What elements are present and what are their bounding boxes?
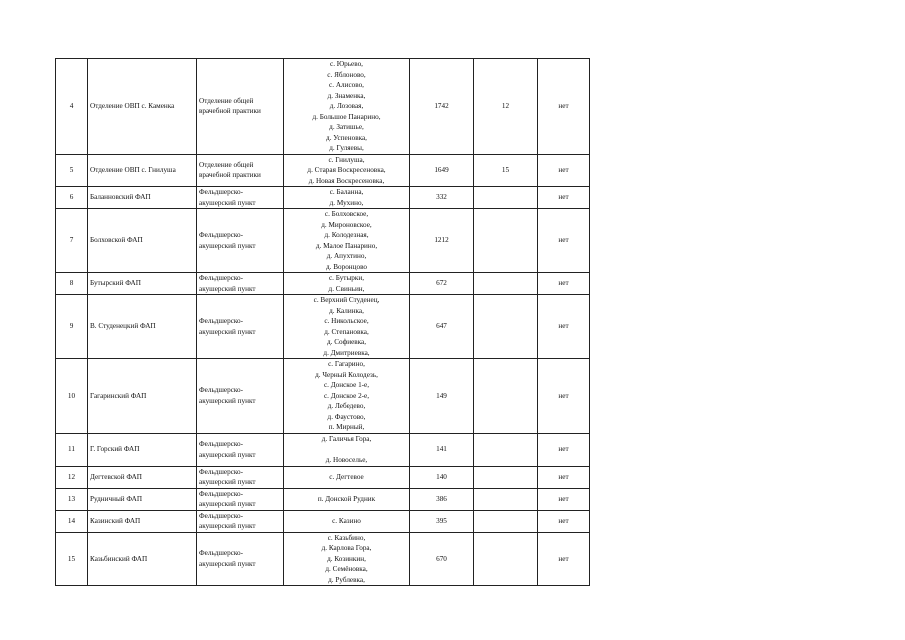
village-line: д. Степановка, xyxy=(324,327,369,336)
served-villages-cell xyxy=(284,59,410,155)
facility-type-cell xyxy=(197,273,284,295)
note-cell: нет xyxy=(538,433,590,466)
distance-cell xyxy=(474,209,538,273)
served-villages-cell xyxy=(284,295,410,359)
facility-type-cell xyxy=(197,433,284,466)
facilities-table xyxy=(55,58,590,586)
village-line: д. Мироновское, xyxy=(321,220,372,229)
village-line: д. Апухтино, xyxy=(326,252,367,260)
village-line: с. Верхний Студенец, xyxy=(313,296,380,304)
table-row xyxy=(56,295,590,359)
population-cell: 386 xyxy=(410,488,474,510)
note-cell: нет xyxy=(538,295,590,359)
village-line: д. Софиевка, xyxy=(326,338,367,346)
row-number-cell: 8 xyxy=(56,273,88,295)
facility-type-line: акушерский пункт xyxy=(199,327,256,336)
distance-cell: 15 xyxy=(474,154,538,187)
facility-name-cell: Казьбинский ФАП xyxy=(88,532,197,586)
row-number-cell: 10 xyxy=(56,359,88,434)
facility-name-cell: Гагаринский ФАП xyxy=(88,359,197,434)
facility-type-cell xyxy=(197,154,284,187)
row-number-cell: 14 xyxy=(56,510,88,532)
facility-type-cell xyxy=(197,488,284,510)
table-row xyxy=(56,209,590,273)
distance-cell xyxy=(474,295,538,359)
row-number-cell: 13 xyxy=(56,488,88,510)
population-cell: 332 xyxy=(410,187,474,209)
table-row xyxy=(56,154,590,187)
facility-type-line: акушерский пункт xyxy=(199,522,256,530)
table-row xyxy=(56,466,590,488)
served-villages-cell xyxy=(284,209,410,273)
facility-name-cell: Рудничный ФАП xyxy=(88,488,197,510)
village-line: с. Донское 2-е, xyxy=(323,391,370,400)
row-number-cell: 4 xyxy=(56,59,88,155)
village-line: с. Казьбино, xyxy=(327,533,366,542)
row-number-cell: 7 xyxy=(56,209,88,273)
village-line: с. Бутырки, xyxy=(328,274,365,282)
village-line: д. Колодезная, xyxy=(324,231,369,239)
population-cell: 395 xyxy=(410,510,474,532)
village-line: с. Гагарино, xyxy=(328,360,365,368)
village-line: д. Лозовая, xyxy=(329,102,364,110)
facility-type-line: Фельдшерско- xyxy=(199,317,244,325)
facility-type-line: врачебной практики xyxy=(199,171,261,180)
facility-type-cell xyxy=(197,532,284,586)
distance-cell xyxy=(474,187,538,209)
facility-name-cell: Бутырский ФАП xyxy=(88,273,197,295)
facility-type-line: Фельдшерско- xyxy=(199,489,244,498)
served-villages-cell xyxy=(284,359,410,434)
population-cell: 1649 xyxy=(410,154,474,187)
note-cell: нет xyxy=(538,359,590,434)
village-line: с. Яблоново, xyxy=(327,70,366,79)
served-villages-cell xyxy=(284,154,410,187)
population-cell: 1212 xyxy=(410,209,474,273)
facility-type-line: Фельдшерско- xyxy=(199,549,244,558)
facility-type-line: акушерский пункт xyxy=(199,396,256,405)
note-cell: нет xyxy=(538,154,590,187)
facility-name-cell: Дегтевской ФАП xyxy=(88,466,197,488)
served-villages-cell xyxy=(284,273,410,295)
facility-type-line: Отделение общей xyxy=(199,160,254,169)
row-number-cell: 12 xyxy=(56,466,88,488)
facility-type-cell xyxy=(197,466,284,488)
table-body xyxy=(56,59,590,586)
served-villages-cell xyxy=(284,433,410,466)
village-line: д. Черный Колодезь, xyxy=(315,370,378,379)
table-row xyxy=(56,510,590,532)
table-row xyxy=(56,359,590,434)
distance-cell xyxy=(474,510,538,532)
served-villages-cell xyxy=(284,532,410,586)
facility-type-line: Фельдшерско- xyxy=(199,188,244,196)
distance-cell xyxy=(474,488,538,510)
village-line: д. Свиньин, xyxy=(328,284,365,293)
facility-type-line: акушерский пункт xyxy=(199,500,256,508)
table-row xyxy=(56,273,590,295)
distance-cell xyxy=(474,273,538,295)
village-line: с. Юрьево, xyxy=(330,60,363,68)
village-line: с. Баланна, xyxy=(329,188,364,196)
facility-type-line: врачебной практики xyxy=(199,107,261,116)
population-cell: 647 xyxy=(410,295,474,359)
table-row xyxy=(56,433,590,466)
distance-cell xyxy=(474,532,538,586)
facility-type-line: акушерский пункт xyxy=(199,241,256,250)
facility-type-line: акушерский пункт xyxy=(199,559,256,568)
facility-type-cell xyxy=(197,187,284,209)
distance-cell xyxy=(474,359,538,434)
village-line: д. Мухино, xyxy=(329,198,364,207)
village-line: п. Донской Рудник xyxy=(317,494,376,503)
facility-type-cell xyxy=(197,59,284,155)
village-line: д. Рублевка, xyxy=(328,575,365,584)
served-villages-cell xyxy=(284,510,410,532)
facility-type-line: Фельдшерско- xyxy=(199,467,244,476)
facility-name-cell: Казинский ФАП xyxy=(88,510,197,532)
village-line: д. Малое Панарино, xyxy=(315,241,378,250)
note-cell: нет xyxy=(538,209,590,273)
village-line: с. Алисово, xyxy=(329,81,364,89)
note-cell: нет xyxy=(538,510,590,532)
village-line: с. Донское 1-е, xyxy=(323,381,370,389)
facility-type-line: Отделение общей xyxy=(199,96,254,105)
facility-type-line: Фельдшерско- xyxy=(199,386,244,395)
facility-type-line: Фельдшерско- xyxy=(199,274,244,282)
village-line: д. Гуляевы, xyxy=(329,144,364,152)
table-row xyxy=(56,59,590,155)
village-line: с. Гнилуша, xyxy=(328,155,365,164)
village-line: с. Казино xyxy=(332,516,361,525)
facility-type-line: акушерский пункт xyxy=(199,450,256,459)
village-line: д. Успеновка, xyxy=(326,133,367,142)
note-cell: нет xyxy=(538,59,590,155)
row-number-cell: 9 xyxy=(56,295,88,359)
village-line: д. Дмитриевка, xyxy=(323,348,370,357)
table-row xyxy=(56,532,590,586)
village-line: д. Семёновка, xyxy=(325,565,368,573)
facility-type-cell xyxy=(197,209,284,273)
facility-type-line: акушерский пункт xyxy=(199,284,256,293)
distance-cell: 12 xyxy=(474,59,538,155)
facility-name-cell: Отделение ОВП с. Каменка xyxy=(88,59,197,155)
served-villages-cell xyxy=(284,466,410,488)
facility-type-line: Фельдшерско- xyxy=(199,231,244,239)
facility-name-cell: Баланновский ФАП xyxy=(88,187,197,209)
note-cell: нет xyxy=(538,532,590,586)
served-villages-cell xyxy=(284,187,410,209)
population-cell: 141 xyxy=(410,433,474,466)
facility-type-cell xyxy=(197,359,284,434)
facility-type-cell xyxy=(197,510,284,532)
table-row xyxy=(56,488,590,510)
village-line: д. Знаменка, xyxy=(327,91,366,100)
facility-name-cell: В. Студенецкий ФАП xyxy=(88,295,197,359)
village-line: с. Никольское, xyxy=(324,317,369,325)
population-cell: 149 xyxy=(410,359,474,434)
village-line: д. Лебедево, xyxy=(327,402,366,410)
village-line: д. Новоселье, xyxy=(325,455,368,464)
village-line: д. Воронцово xyxy=(325,262,368,271)
note-cell: нет xyxy=(538,488,590,510)
facility-type-line: акушерский пункт xyxy=(199,478,256,486)
note-cell: нет xyxy=(538,466,590,488)
village-line: с. Болховское, xyxy=(324,210,369,218)
distance-cell xyxy=(474,433,538,466)
facility-type-line: акушерский пункт xyxy=(199,198,256,207)
village-line xyxy=(286,444,407,455)
note-cell: нет xyxy=(538,187,590,209)
table-row xyxy=(56,187,590,209)
village-line: д. Большое Панарино, xyxy=(312,112,381,121)
village-line: д. Затишье, xyxy=(329,123,364,131)
facility-type-cell xyxy=(197,295,284,359)
village-line: д. Калинка, xyxy=(329,306,364,315)
row-number-cell: 6 xyxy=(56,187,88,209)
village-line: д. Старая Воскресеновка, xyxy=(307,166,386,174)
row-number-cell: 11 xyxy=(56,433,88,466)
facility-name-cell: Отделение ОВП с. Гнилуша xyxy=(88,154,197,187)
village-line: д. Карлова Гора, xyxy=(321,544,372,552)
facility-name-cell: Г. Горский ФАП xyxy=(88,433,197,466)
population-cell: 1742 xyxy=(410,59,474,155)
row-number-cell: 15 xyxy=(56,532,88,586)
population-cell: 670 xyxy=(410,532,474,586)
note-cell: нет xyxy=(538,273,590,295)
village-line: д. Новая Воскресеновка, xyxy=(308,176,385,185)
village-line: с. Дегтевое xyxy=(329,472,364,481)
distance-cell xyxy=(474,466,538,488)
village-line: д. Козинкин, xyxy=(327,554,366,563)
population-cell: 140 xyxy=(410,466,474,488)
village-line: д. Фаустово, xyxy=(327,412,366,421)
village-line: д. Галичья Гора, xyxy=(321,434,372,443)
facility-name-cell: Болховской ФАП xyxy=(88,209,197,273)
facility-type-line: Фельдшерско- xyxy=(199,440,244,448)
row-number-cell: 5 xyxy=(56,154,88,187)
facility-type-line: Фельдшерско- xyxy=(199,511,244,520)
population-cell: 672 xyxy=(410,273,474,295)
served-villages-cell xyxy=(284,488,410,510)
village-line: п. Мирный, xyxy=(328,423,365,431)
